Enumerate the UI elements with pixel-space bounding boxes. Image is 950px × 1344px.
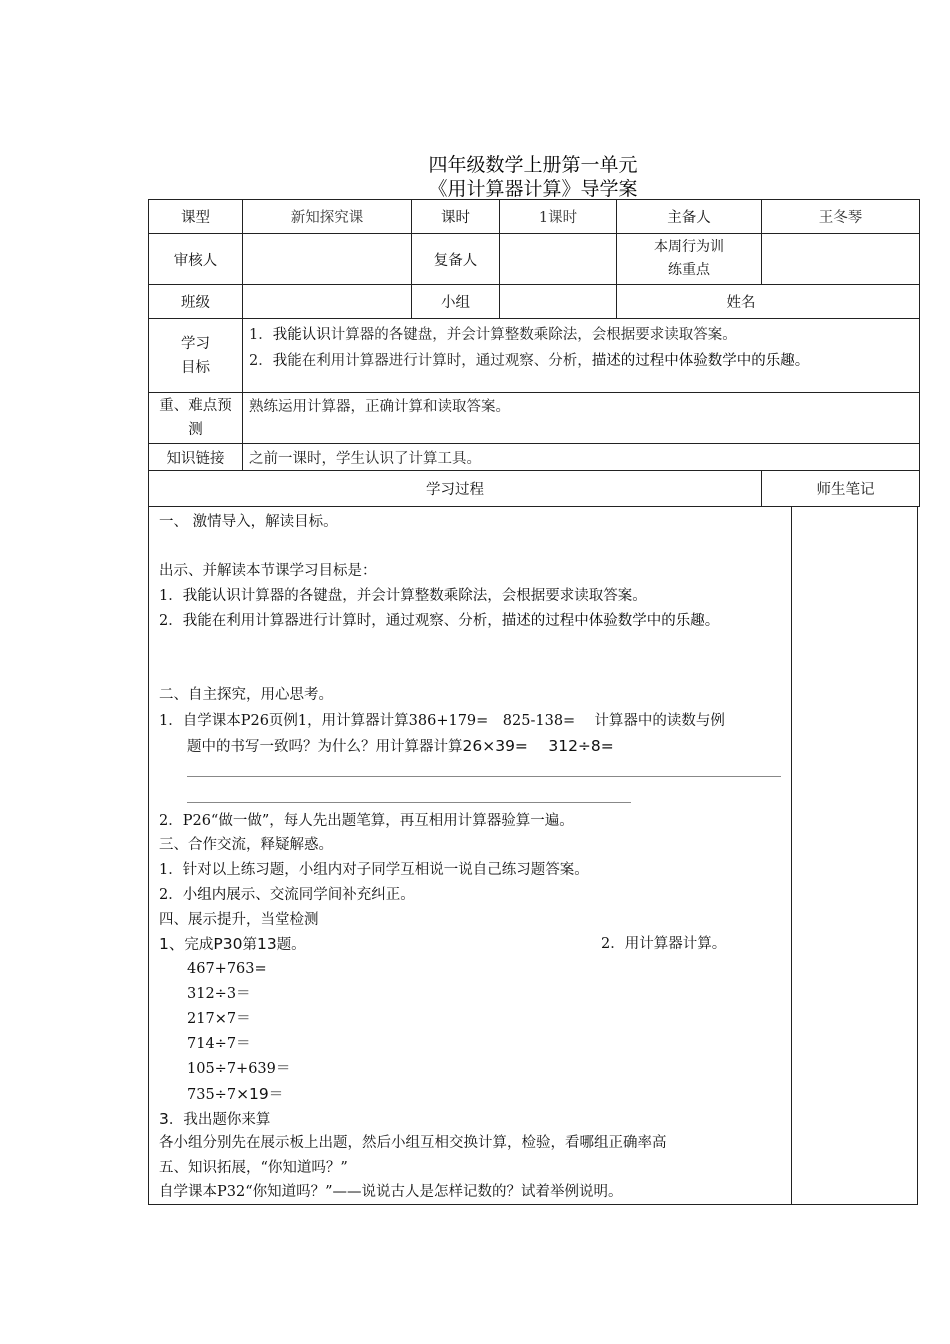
section-3-item-2-text: 交流同学间补充纠正。: [269, 887, 415, 903]
section-4-item-1-number: 13: [256, 935, 277, 953]
section-4-item-2: 2．用计算器计算。: [601, 936, 727, 952]
label-class: 班级: [149, 285, 243, 319]
calc-exercise-3: [187, 1009, 251, 1029]
label-co-preparer: 复备人: [412, 234, 500, 285]
label-main-preparer: 主备人: [617, 200, 762, 234]
goal-1: [249, 323, 913, 347]
calc-exercise-6-a: 735÷7: [187, 1087, 237, 1103]
process-goal-2-text: 能在利用计算器进行计算时，通过观察、分析，: [197, 613, 502, 629]
goal-1-num: 1．: [249, 327, 273, 343]
learning-process-section: [148, 506, 919, 1206]
section-4-item-3: [159, 1109, 270, 1130]
process-goal-1-highlight: 我能认识: [182, 588, 241, 604]
section-5-desc: 自学课本P32“你知道吗？”——说说古人是怎样记数的？试着举例说明。: [159, 1184, 623, 1200]
question-1-line2: [187, 736, 614, 757]
label-knowledge-link: 知识链接: [149, 444, 243, 471]
section-3-item-2: [159, 885, 415, 905]
goal-2-highlight: 我: [272, 353, 288, 369]
info-row-goals: [149, 319, 920, 393]
value-period: 1课时: [500, 200, 617, 234]
process-goal-2-num: 2．: [159, 613, 183, 629]
label-name: 姓名: [617, 285, 920, 319]
section-4-item-1-text-c: 题。: [276, 937, 306, 953]
goal-2-emphasis: 描述的过程中体验数学中的乐趣。: [591, 353, 810, 369]
label-learning-goals: [149, 319, 243, 393]
section-1-heading: 一、 激情导入，解读目标。: [159, 514, 338, 530]
process-goal-2: [159, 611, 719, 631]
answer-line-2[interactable]: [187, 802, 631, 803]
info-row-key-points: [149, 393, 920, 444]
section-3-item-2-highlight: 小组内展示、: [182, 887, 270, 903]
notes-header: 师生笔记: [762, 471, 920, 507]
process-goal-1-text: 计算器的各键盘，并会计算整数乘除法，会根据要求读取答案。: [240, 588, 647, 604]
section-4-item-1: [159, 934, 306, 955]
label-learning-goals-line2: 目标: [181, 359, 210, 376]
value-key-points: 熟练运用计算器，正确计算和读取答案。: [243, 393, 920, 444]
teacher-student-notes[interactable]: [790, 506, 918, 1205]
value-class[interactable]: [243, 285, 412, 319]
calc-exercise-5: 105÷7+639＝: [187, 1061, 291, 1077]
calc-exercise-1: 467+763=: [187, 961, 267, 977]
label-period: 课时: [412, 200, 500, 234]
info-table: [148, 199, 920, 507]
process-goal-1: [159, 586, 647, 606]
value-reviewer[interactable]: [243, 234, 412, 285]
calc-exercise-6-b: ＝: [268, 1087, 284, 1103]
calc-exercise-2: 312÷3＝: [187, 986, 251, 1002]
calc-exercise-6: [187, 1084, 283, 1105]
goal-2-num: 2．: [249, 353, 273, 369]
question-2: 2．P26“做一做”，每人先出题笔算，再互相用计算器验算一遍。: [159, 813, 574, 829]
value-co-preparer[interactable]: [500, 234, 617, 285]
document-title: 四年级数学上册第一单元: [428, 154, 638, 176]
info-row-class: [149, 285, 920, 319]
label-key-points-line1: 重、难点预: [159, 398, 232, 414]
question-1-line2-text: 题中的书写一致吗？为什么？用计算器计算: [187, 739, 463, 755]
process-goal-2-highlight: 我: [182, 613, 198, 629]
label-key-points: [149, 393, 243, 444]
section-4-item-3-text: ．我出题你来算: [168, 1112, 271, 1128]
label-weekly-focus-line1: 本周行为训: [654, 239, 724, 255]
value-group[interactable]: [500, 285, 617, 319]
label-weekly-focus-line2: 练重点: [668, 262, 710, 278]
calc-exercise-3-a: 217: [187, 1011, 215, 1027]
info-row-knowledge-link: [149, 444, 920, 471]
goal-1-highlight: 我能认识: [272, 327, 331, 343]
label-group: 小组: [412, 285, 500, 319]
goal-1-text: 计算器的各键盘，并会计算整数乘除法，会根据要求读取答案。: [330, 327, 737, 343]
info-row-course: [149, 200, 920, 234]
process-goal-1-num: 1．: [159, 588, 183, 604]
value-course-type: 新知探究课: [243, 200, 412, 234]
value-knowledge-link: 之前一课时，学生认识了计算工具。: [243, 444, 920, 471]
question-1-line1: 1．自学课本P26页例1，用计算器计算386+179= 825-138= 计算器中的读数与例: [159, 713, 725, 729]
calc-exercise-3-op: ×: [214, 1011, 227, 1027]
section-4-item-1-num: 1、: [159, 935, 185, 953]
section-4-item-3-num: 3: [159, 1110, 169, 1128]
label-reviewer: 审核人: [149, 234, 243, 285]
document-subtitle: 《用计算器计算》导学案: [428, 178, 638, 200]
calc-exercise-6-op: ×19: [236, 1085, 269, 1103]
learning-process-box: [148, 506, 792, 1205]
section-3-heading: 三、合作交流，释疑解惑。: [159, 837, 333, 853]
section-1-intro: 出示、并解读本节课学习目标是：: [159, 563, 377, 579]
question-1-expressions: 26×39= 312÷8=: [462, 737, 614, 755]
section-4-item-1-page: P30: [213, 935, 243, 953]
info-row-review: [149, 234, 920, 285]
section-4-heading: 四、展示提升，当堂检测: [159, 912, 319, 928]
process-header-row: [149, 471, 920, 507]
section-3-item-2-num: 2．: [159, 887, 183, 903]
label-key-points-line2: 测: [188, 422, 203, 438]
process-header: 学习过程: [149, 471, 762, 507]
section-4-item-1-text-b: 第: [242, 937, 257, 953]
section-3-item-1: 1．针对以上练习题，小组内对子同学互相说一说自己练习题答案。: [159, 862, 589, 878]
value-learning-goals: [243, 319, 920, 393]
answer-line-1[interactable]: [187, 776, 781, 777]
value-main-preparer: 王冬琴: [762, 200, 920, 234]
calc-exercise-4: 714÷7＝: [187, 1036, 251, 1052]
section-4-item-1-text-a: 完成: [184, 937, 214, 953]
goal-2: [249, 349, 913, 373]
section-2-heading: 二、自主探究，用心思考。: [159, 687, 333, 703]
section-5-heading: 五、知识拓展，“你知道吗？”: [159, 1160, 348, 1176]
calc-exercise-3-b: 7＝: [226, 1011, 251, 1027]
value-weekly-focus[interactable]: [762, 234, 920, 285]
label-weekly-focus: [617, 234, 762, 285]
process-goal-2-emphasis: 描述的过程中体验数学中的乐趣。: [501, 613, 720, 629]
label-course-type: 课型: [149, 200, 243, 234]
section-4-item-3-desc: 各小组分别先在展示板上出题，然后小组互相交换计算，检验，看哪组正确率高: [159, 1135, 667, 1151]
label-learning-goals-line1: 学习: [181, 335, 210, 352]
goal-2-text: 能在利用计算器进行计算时，通过观察、分析，: [287, 353, 592, 369]
